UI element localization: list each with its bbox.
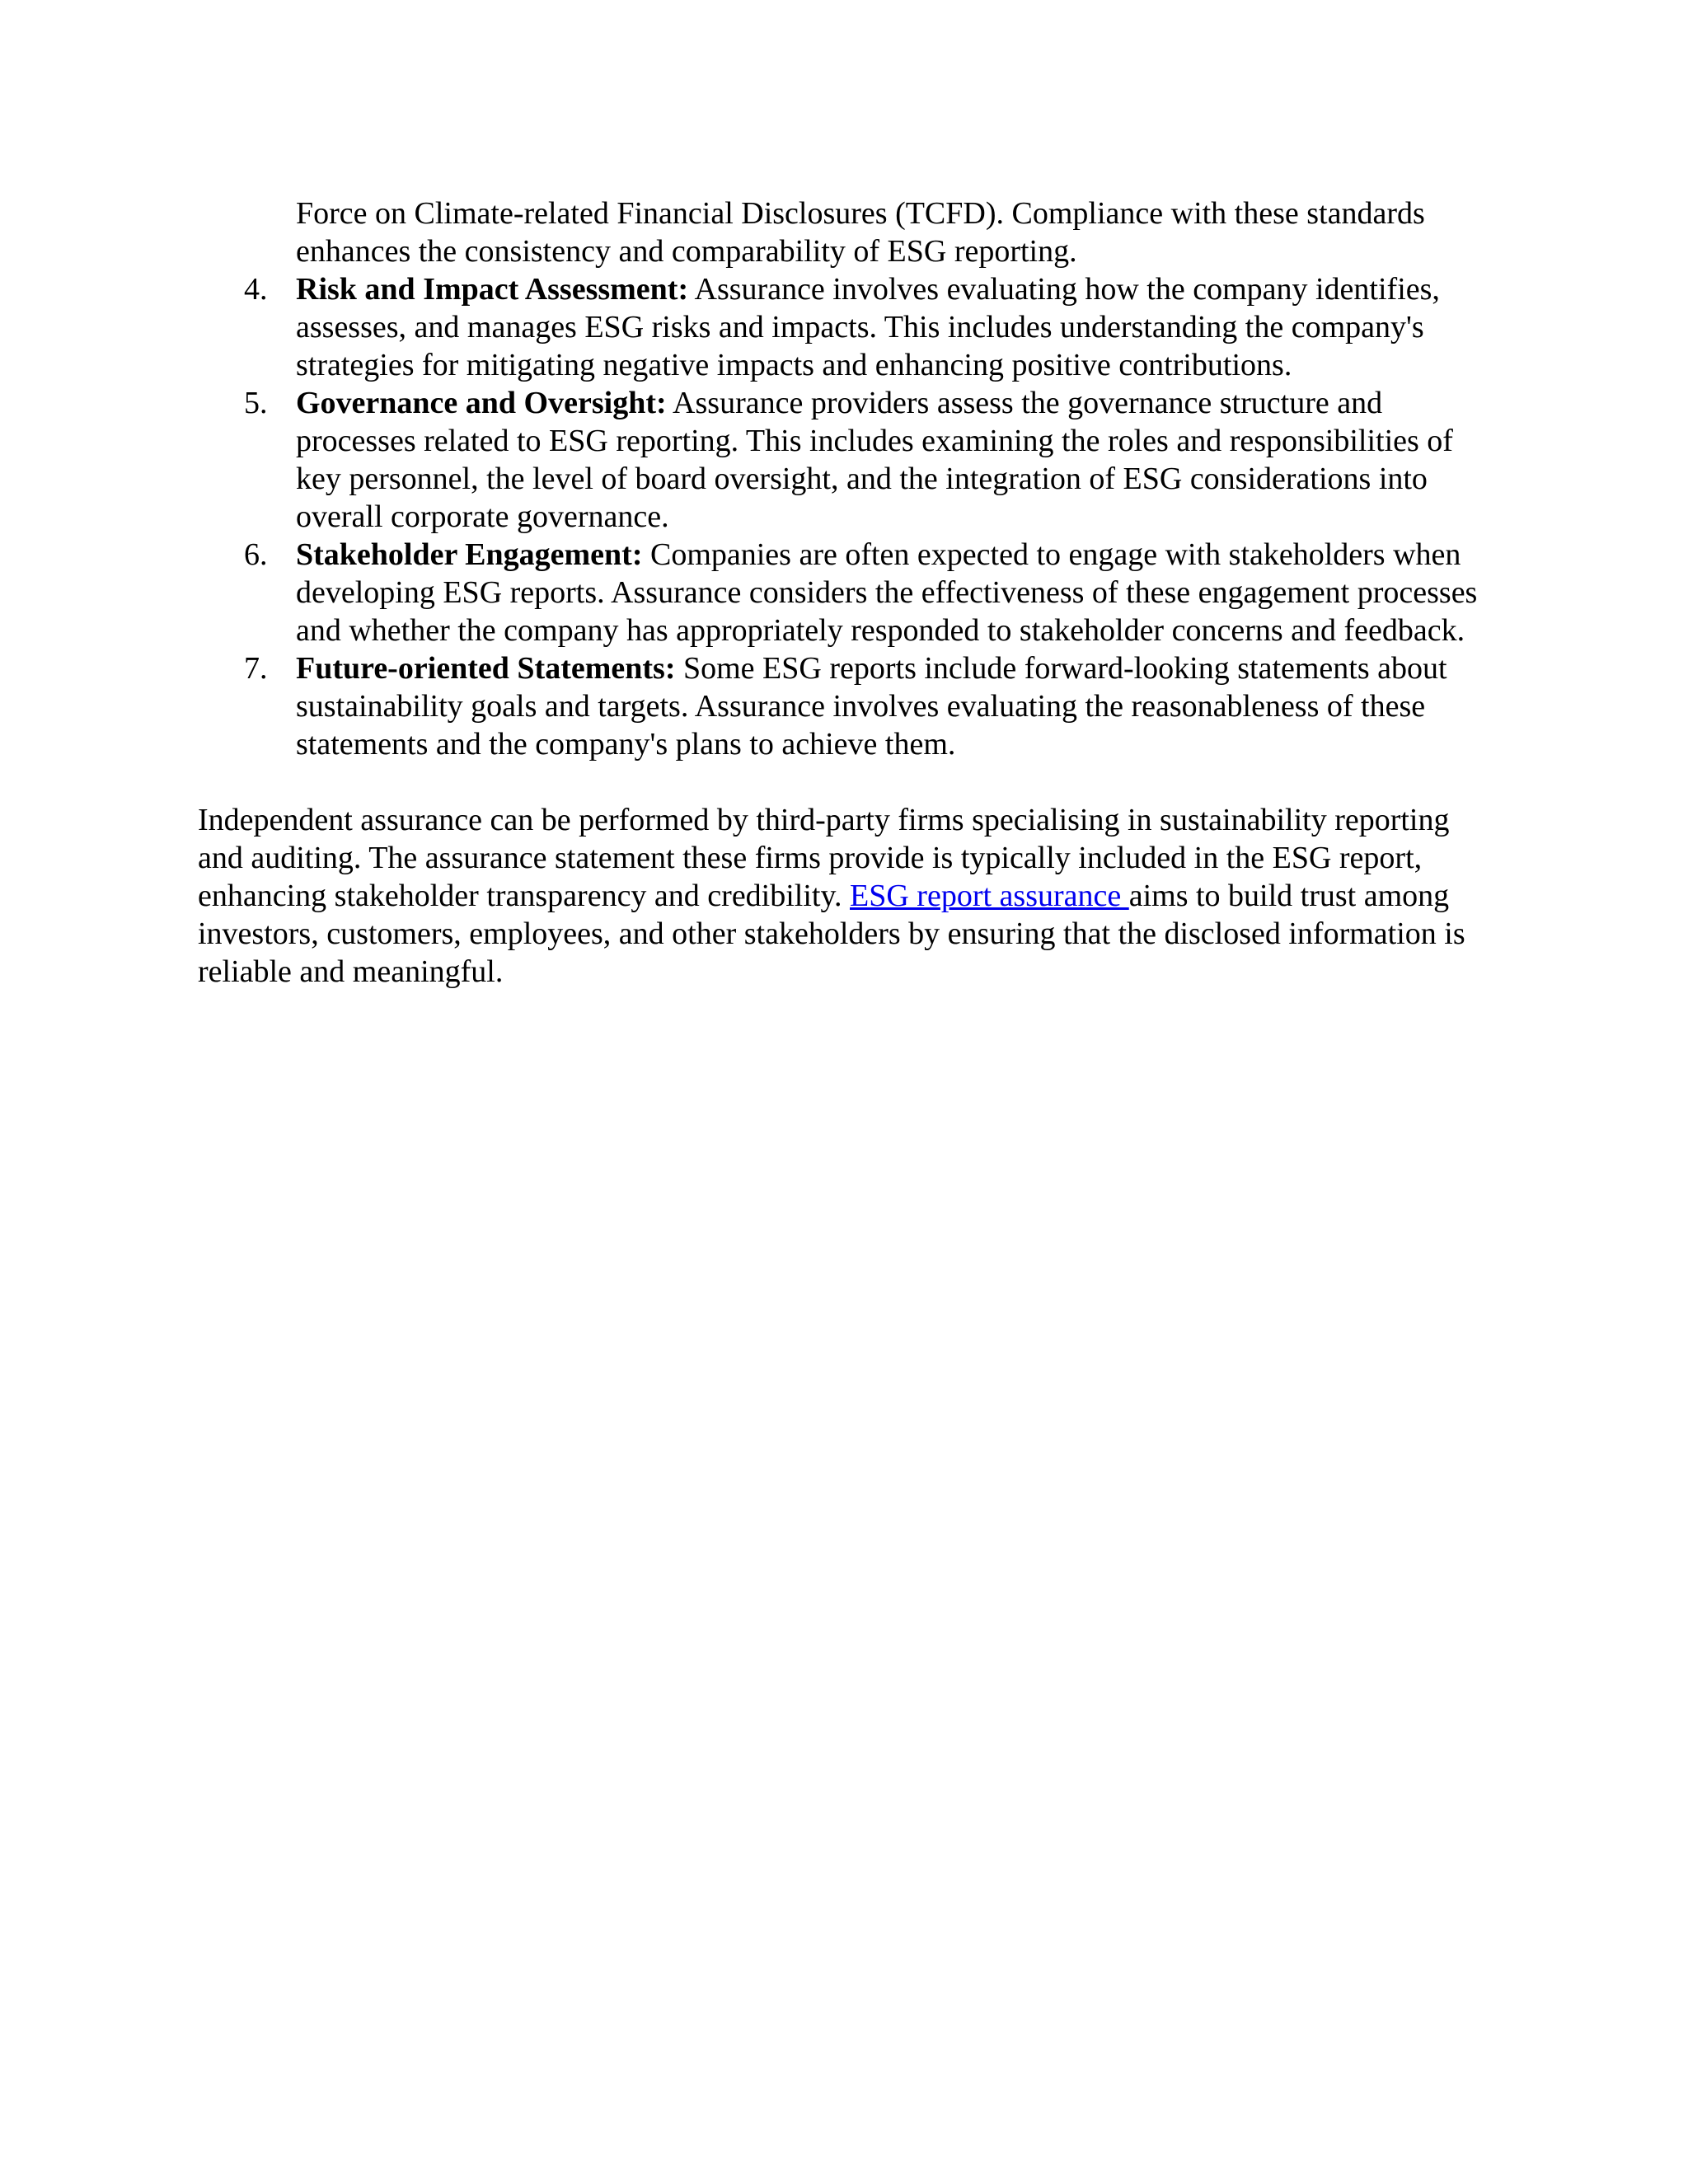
list-number: 5. xyxy=(244,386,268,420)
list-number: 4. xyxy=(244,272,268,307)
list-item xyxy=(198,649,1496,763)
paragraph-text-before-link: Independent assurance can be performed by third-party firms specialising in sustainability reporting and auditing. The assurance statement these firms provide is typically included in the ESG report, enhancing stakeholder transparency and credibility. xyxy=(198,803,1450,913)
list-item xyxy=(198,270,1496,384)
list-item xyxy=(198,384,1496,536)
list-item-continuation xyxy=(198,194,1496,270)
list-term: Risk and Impact Assessment: xyxy=(296,272,689,307)
paragraph-text-after-link: aims to build trust among investors, customers, employees, and other stakeholders by ensuring that the disclosed information is reliable and meaningful. xyxy=(198,879,1465,989)
document-body xyxy=(198,194,1496,1022)
list-text: Assurance involves evaluating how the company identifies, assesses, and manages ESG risks and impacts. This includes understanding the company's strategies for mitigating negative impacts and enhancing positive contributions. xyxy=(296,272,1440,382)
list-term: Stakeholder Engagement: xyxy=(296,537,643,572)
list-text: Assurance providers assess the governance structure and processes related to ESG reporting. This includes examining the roles and responsibilities of key personnel, the level of board oversight, and the integration of ESG considerations into overall corporate governance. xyxy=(296,386,1453,534)
closing-paragraph xyxy=(198,801,1496,991)
list-number: 6. xyxy=(244,537,268,572)
list-number: 7. xyxy=(244,651,268,686)
list-text: Companies are often expected to engage with stakeholders when developing ESG reports. Assurance considers the effectiveness of these engagement processes and whether the company has appropriately responded to stakeholder concerns and feedback. xyxy=(296,537,1478,648)
list-item xyxy=(198,536,1496,649)
continued-text: Force on Climate-related Financial Disclosures (TCFD). Compliance with these standards enhances the consistency and comparability of ESG reporting. xyxy=(296,196,1425,269)
list-text: Some ESG reports include forward-looking statements about sustainability goals and targets. Assurance involves evaluating the reasonableness of these statements and the company's plans to achieve them. xyxy=(296,651,1447,762)
list-term: Future-oriented Statements: xyxy=(296,651,676,686)
list-term: Governance and Oversight: xyxy=(296,386,667,420)
esg-report-assurance-link[interactable]: ESG report assurance xyxy=(850,879,1129,913)
